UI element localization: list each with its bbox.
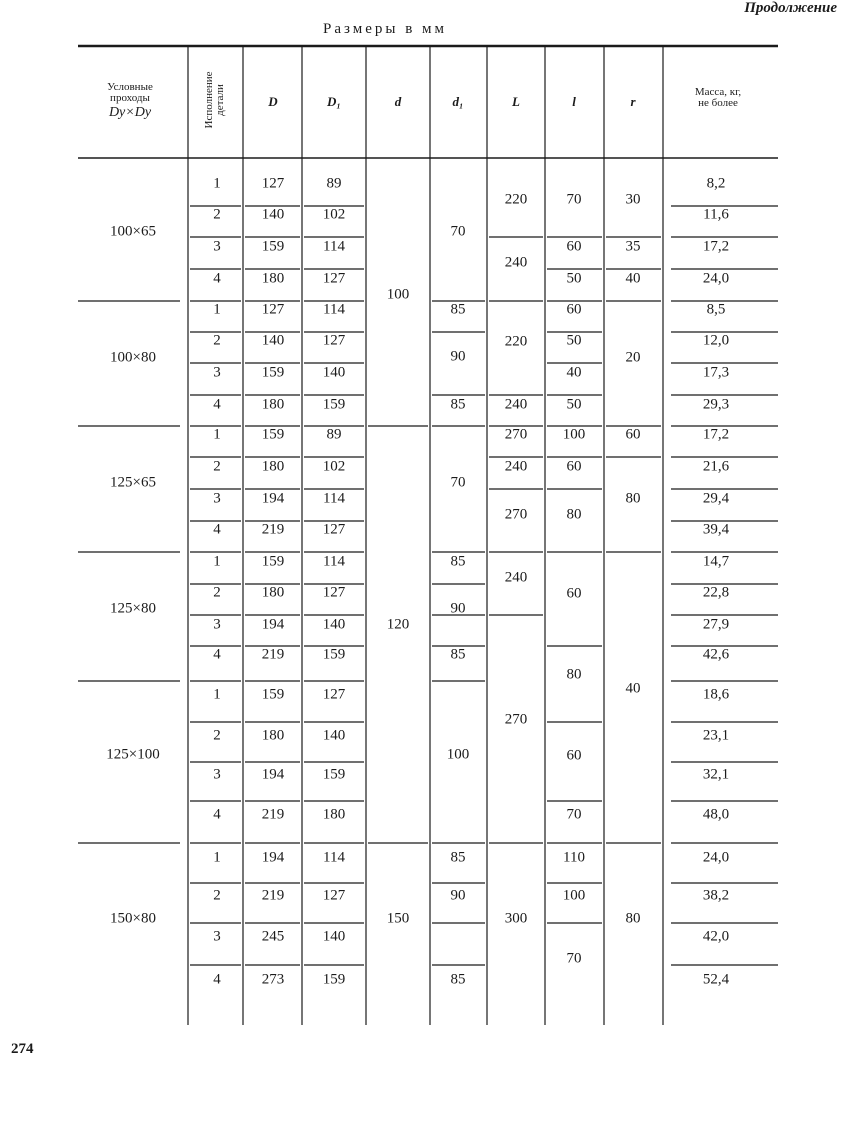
D1-cell: 159 [322,646,346,663]
group-label: 100×80 [110,349,156,365]
D1-cell: 102 [322,206,346,223]
header-r: r [630,94,636,109]
l-cell: 60 [566,238,582,255]
L-cell: 240 [504,254,528,271]
version-cell: 2 [213,727,221,744]
header-L: L [512,94,520,109]
version-cell: 4 [213,806,221,823]
header-text: не более [698,97,738,109]
header-text: Масса, кг, [694,86,742,98]
l-cell: 70 [566,191,582,207]
D1-cell: 102 [322,458,346,475]
l-cell: 60 [566,585,582,601]
L-cell: 270 [504,711,528,728]
D-cell: 219 [261,521,285,538]
d1-cell: 85 [450,646,466,663]
D1-cell: 114 [323,849,345,866]
D1-cell: 127 [322,521,346,538]
l-cell: 100 [562,887,586,904]
D-cell: 127 [261,301,285,318]
version-cell: 4 [213,971,221,988]
r-cell: 40 [625,680,641,696]
D1-cell: 89 [326,175,342,192]
D1-cell: 127 [322,332,346,349]
L-cell: 270 [504,506,528,522]
l-cell: 60 [566,747,582,763]
d1-cell: 70 [450,223,466,239]
L-cell: 240 [504,396,528,413]
L-cell: 220 [504,333,528,349]
mass-cell: 18,6 [702,686,730,703]
D1-cell: 140 [322,727,346,744]
l-cell: 80 [566,666,582,683]
D1-cell: 89 [326,426,342,443]
D-cell: 127 [261,175,285,192]
d-cell: 120 [386,616,410,633]
r-cell: 35 [625,238,641,255]
d1-cell: 85 [450,396,466,413]
l-cell: 40 [566,364,582,381]
units-caption: Размеры в мм [323,21,448,37]
D-cell: 180 [261,270,285,287]
mass-cell: 24,0 [702,270,730,287]
mass-cell: 8,5 [706,301,726,318]
group-label: 150×80 [110,910,156,927]
D1-cell: 127 [322,686,346,703]
l-cell: 60 [566,301,582,318]
version-cell: 3 [213,364,221,381]
L-cell: 220 [504,191,528,207]
header-d1: d₁ [452,94,464,109]
version-cell: 3 [213,616,221,633]
l-cell: 60 [566,458,582,475]
D-cell: 180 [261,584,285,601]
mass-cell: 23,1 [702,727,730,744]
header-l: l [572,94,576,109]
l-cell: 70 [566,950,582,966]
d1-cell: 70 [450,474,466,490]
D1-cell: 180 [322,806,346,823]
header-nominal-passage [107,82,153,118]
L-cell: 240 [504,569,528,585]
mass-cell: 21,6 [702,458,730,475]
l-cell: 50 [566,396,582,413]
header-text: проходы [110,92,150,104]
r-cell: 60 [625,426,641,443]
D-cell: 159 [261,426,285,443]
header-text: Dy×Dy [108,105,152,120]
header-version [204,72,226,129]
mass-cell: 39,4 [702,521,730,538]
version-cell: 4 [213,270,221,287]
d-cell: 100 [386,286,410,302]
D-cell: 159 [261,553,285,570]
version-cell: 1 [213,301,221,318]
mass-cell: 12,0 [702,332,730,349]
mass-cell: 38,2 [702,887,730,904]
version-cell: 4 [213,646,221,663]
mass-cell: 29,3 [702,396,730,413]
D1-cell: 114 [323,238,345,255]
version-cell: 4 [213,396,221,413]
version-cell: 1 [213,175,221,192]
mass-cell: 17,2 [702,238,730,255]
version-cell: 3 [213,928,221,945]
page-number: 274 [11,1041,34,1057]
mass-cell: 17,2 [702,426,730,443]
group-label: 125×80 [110,600,156,616]
l-cell: 70 [566,806,582,823]
D1-cell: 140 [322,364,346,381]
version-cell: 1 [213,553,221,570]
D-cell: 273 [261,971,285,988]
r-cell: 80 [625,910,641,927]
D-cell: 219 [261,887,285,904]
d-cell: 150 [386,910,410,927]
r-cell: 40 [625,270,641,287]
d1-cell: 90 [450,600,466,617]
mass-cell: 17,3 [702,364,730,381]
D-cell: 180 [261,727,285,744]
group-label: 100×65 [110,223,156,239]
D-cell: 194 [261,766,285,783]
header-text: Условные [107,81,153,93]
D-cell: 140 [261,206,285,223]
version-cell: 3 [213,766,221,783]
D1-cell: 114 [323,490,345,507]
mass-cell: 48,0 [702,806,730,823]
l-cell: 50 [566,332,582,349]
r-cell: 20 [625,349,641,365]
D-cell: 194 [261,616,285,633]
version-cell: 4 [213,521,221,538]
mass-cell: 27,9 [702,616,730,633]
D1-cell: 140 [322,928,346,945]
D1-cell: 127 [322,887,346,904]
D1-cell: 140 [322,616,346,633]
header-text: Исполнение [203,71,215,129]
D-cell: 159 [261,238,285,255]
mass-cell: 32,1 [702,766,730,783]
D1-cell: 159 [322,766,346,783]
mass-cell: 29,4 [702,490,730,507]
version-cell: 3 [213,238,221,255]
version-cell: 2 [213,584,221,601]
l-cell: 80 [566,506,582,522]
group-label: 125×65 [110,474,156,490]
l-cell: 50 [566,270,582,287]
D-cell: 194 [261,490,285,507]
d1-cell: 90 [450,348,466,365]
D-cell: 194 [261,849,285,866]
D-cell: 180 [261,396,285,413]
D-cell: 219 [261,806,285,823]
header-text: детали [214,84,226,116]
mass-cell: 22,8 [702,584,730,601]
d1-cell: 90 [450,887,466,904]
version-cell: 2 [213,206,221,223]
version-cell: 3 [213,490,221,507]
version-cell: 1 [213,686,221,703]
d1-cell: 85 [450,301,466,318]
d1-cell: 85 [450,971,466,988]
header-D1: D₁ [327,94,341,109]
D1-cell: 127 [322,270,346,287]
d1-cell: 85 [450,849,466,866]
D1-cell: 114 [323,553,345,570]
D-cell: 140 [261,332,285,349]
r-cell: 30 [625,191,641,207]
version-cell: 2 [213,887,221,904]
mass-cell: 11,6 [703,206,729,223]
L-cell: 240 [504,458,528,475]
D1-cell: 159 [322,396,346,413]
L-cell: 270 [504,426,528,443]
D-cell: 159 [261,686,285,703]
D-cell: 159 [261,364,285,381]
header-D: D [268,94,278,109]
r-cell: 80 [625,490,641,506]
mass-cell: 14,7 [702,553,730,570]
D-cell: 219 [261,646,285,663]
version-cell: 1 [213,849,221,866]
D-cell: 245 [261,928,285,945]
l-cell: 110 [563,849,585,866]
mass-cell: 24,0 [702,849,730,866]
D1-cell: 159 [322,971,346,988]
D1-cell: 127 [322,584,346,601]
D1-cell: 114 [323,301,345,318]
mass-cell: 52,4 [702,971,730,988]
mass-cell: 42,0 [702,928,730,945]
header-mass [695,87,741,109]
version-cell: 2 [213,332,221,349]
l-cell: 100 [562,426,586,443]
mass-cell: 42,6 [702,646,730,663]
version-cell: 1 [213,426,221,443]
header-d: d [394,94,402,109]
D-cell: 180 [261,458,285,475]
continuation-label: Продолжение [744,0,837,16]
d1-cell: 85 [450,553,466,570]
version-cell: 2 [213,458,221,475]
d1-cell: 100 [446,746,470,763]
mass-cell: 8,2 [706,175,726,192]
group-label: 125×100 [106,746,160,763]
L-cell: 300 [504,910,528,927]
